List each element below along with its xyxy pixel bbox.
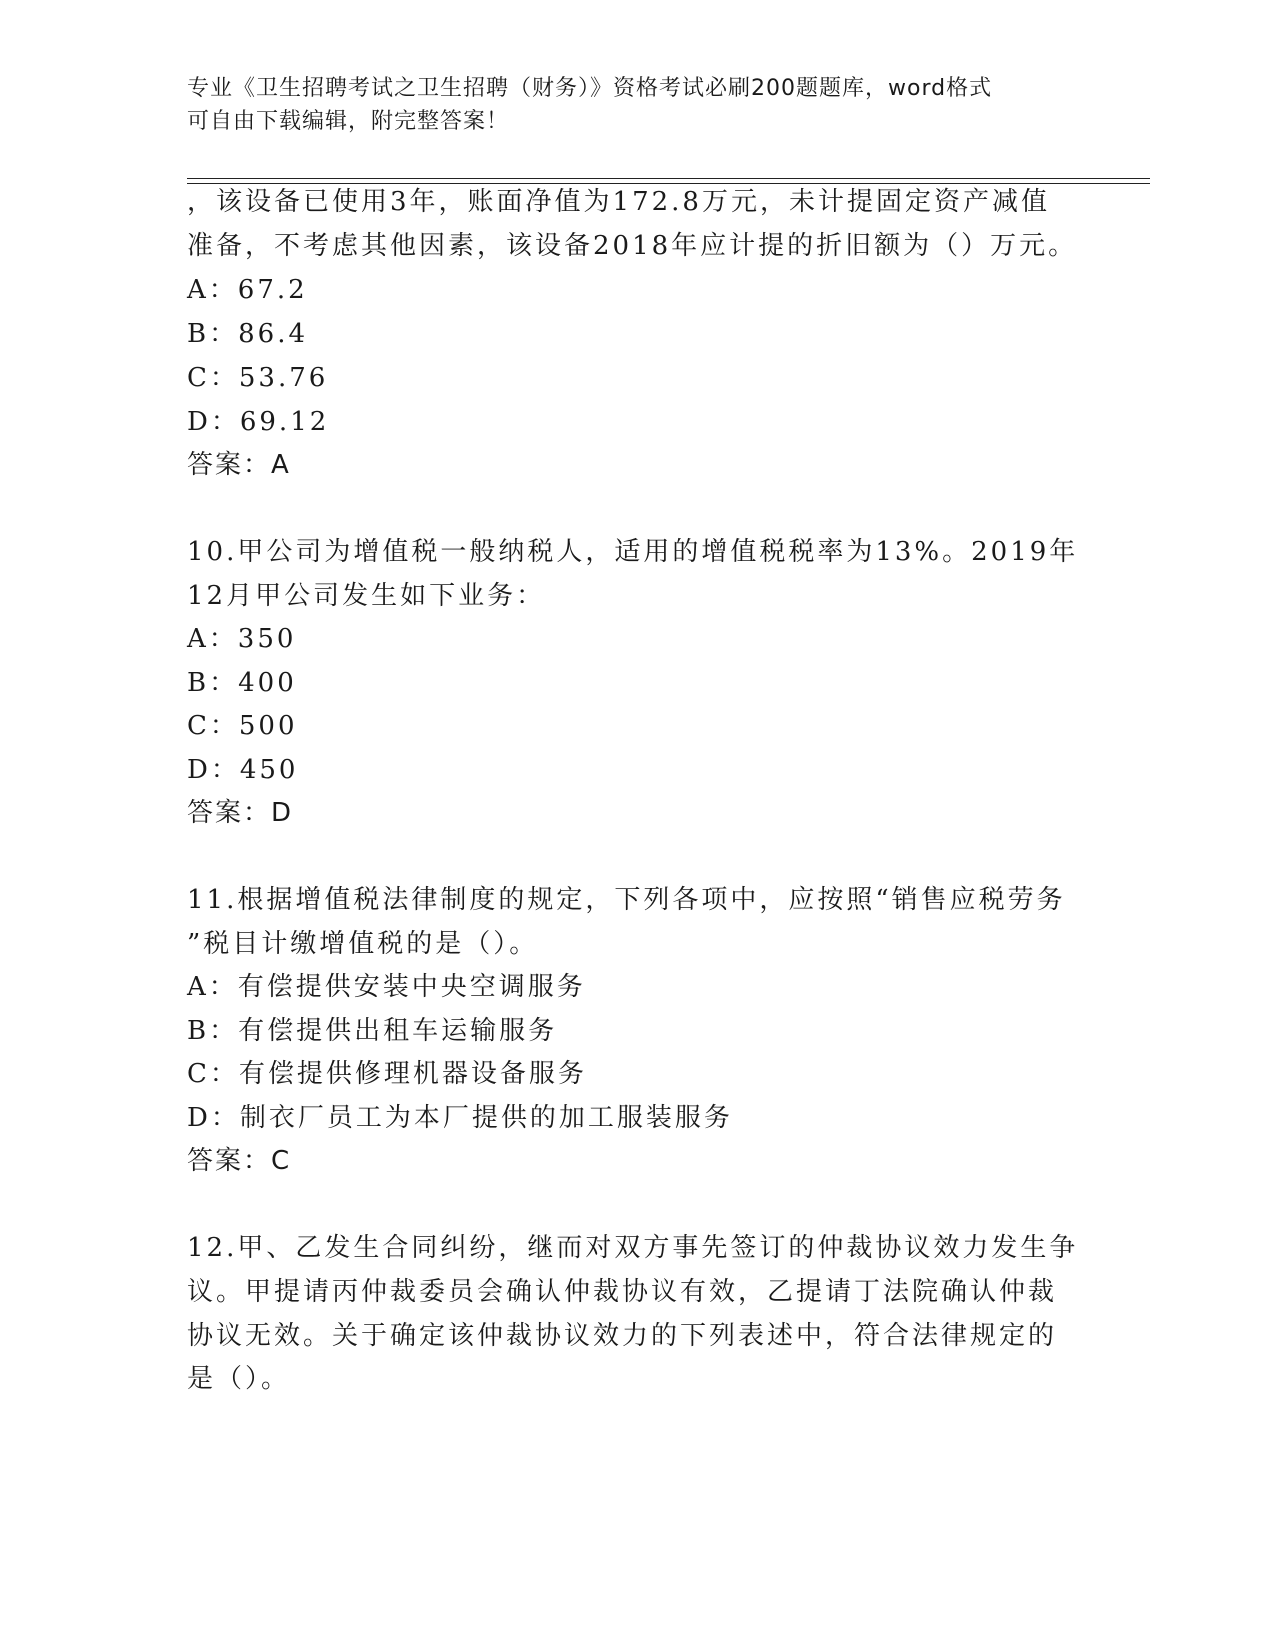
q9-text-line-1: ，该设备已使用3年，账面净值为172.8万元，未计提固定资产减值 (187, 187, 1050, 217)
q12-text-line-4: 是（）。 (187, 1364, 291, 1394)
q9-option-d: D：69.12 (187, 407, 330, 437)
q11-text-line-1: 11.根据增值税法律制度的规定，下列各项中，应按照“销售应税劳务 (187, 885, 1066, 915)
q11-option-d: D：制衣厂员工为本厂提供的加工服装服务 (187, 1103, 733, 1133)
q11-option-b: B：有偿提供出租车运输服务 (187, 1016, 558, 1046)
q10-answer: 答案：D (187, 798, 294, 828)
header-title-line-1: 专业《卫生招聘考试之卫生招聘（财务）》资格考试必刷200题题库，word格式 (187, 76, 993, 101)
q12-text-line-1: 12.甲、乙发生合同纠纷，继而对双方事先签订的仲裁协议效力发生争 (187, 1233, 1079, 1263)
q10-text-line-1: 10.甲公司为增值税一般纳税人，适用的增值税税率为13%。2019年 (187, 537, 1079, 567)
q9-answer: 答案：A (187, 450, 291, 480)
document-header (187, 72, 1067, 138)
header-divider-top (187, 178, 1150, 179)
q12-text-line-2: 议。甲提请丙仲裁委员会确认仲裁协议有效，乙提请丁法院确认仲裁 (187, 1277, 1058, 1307)
q11-answer: 答案：C (187, 1146, 292, 1176)
q10-option-c: C：500 (187, 711, 298, 741)
q11-option-a: A：有偿提供安装中央空调服务 (187, 972, 586, 1002)
q9-option-a: A：67.2 (187, 275, 308, 305)
q10-option-d: D：450 (187, 755, 299, 785)
q9-option-c: C：53.76 (187, 363, 329, 393)
q11-text-line-2: ”税目计缴增值税的是（）。 (187, 929, 539, 959)
q11-option-c: C：有偿提供修理机器设备服务 (187, 1059, 587, 1089)
header-divider-bottom (187, 183, 1150, 184)
q12-text-line-3: 协议无效。关于确定该仲裁协议效力的下列表述中，符合法律规定的 (187, 1321, 1058, 1351)
q10-text-line-2: 12月甲公司发生如下业务： (187, 581, 546, 611)
q9-option-b: B：86.4 (187, 319, 308, 349)
q10-option-a: A：350 (187, 624, 297, 654)
q9-text-line-2: 准备，不考虑其他因素，该设备2018年应计提的折旧额为（）万元。 (187, 231, 1078, 261)
header-title-line-2: 可自由下载编辑，附完整答案！ (187, 109, 510, 134)
q10-option-b: B：400 (187, 668, 297, 698)
